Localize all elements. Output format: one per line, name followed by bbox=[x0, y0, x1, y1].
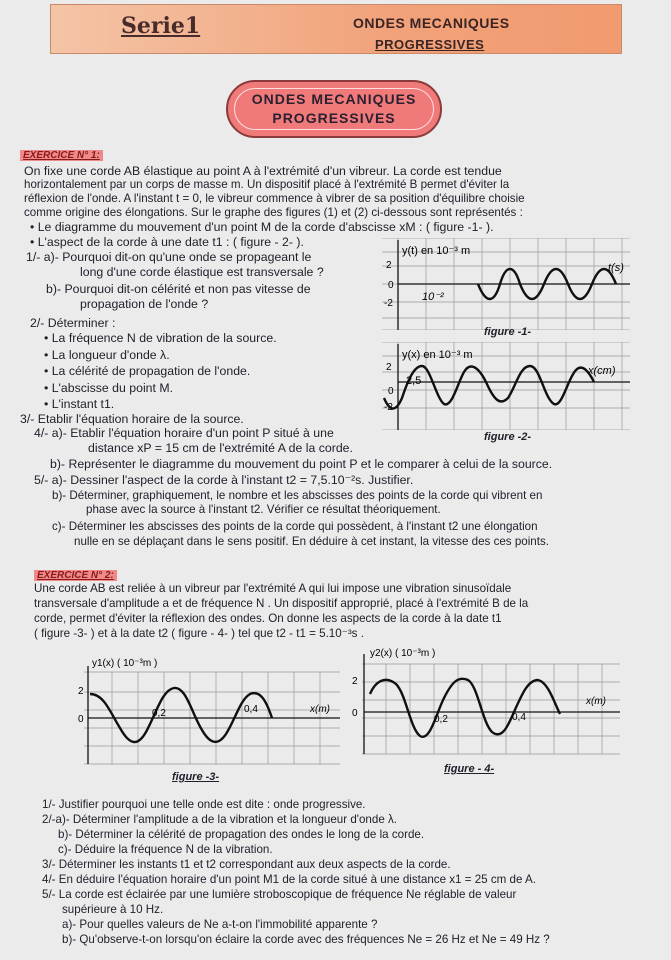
fig3-xlabel: x(m) bbox=[310, 704, 330, 715]
ex1-line: • La célérité de propagation de l'onde. bbox=[44, 364, 251, 378]
ex2-line: c)- Déduire la fréquence N de la vibration. bbox=[58, 843, 273, 856]
ex2-line: 2/-a)- Déterminer l'amplitude a de la vibration et la longueur d'onde λ. bbox=[42, 813, 398, 826]
ex2-line: ( figure -3- ) et à la date t2 ( figure - 4- ) tel que t2 - t1 = 5.10⁻³s . bbox=[34, 627, 364, 640]
fig2-curve bbox=[384, 366, 594, 409]
fig3-xtick1: 0,2 bbox=[152, 708, 166, 719]
ex1-line: b)- Représenter le diagramme du mouvement du point P et le comparer à celui de la source. bbox=[50, 457, 553, 471]
fig3-tick-pos: 2 bbox=[78, 686, 84, 697]
ex1-line: long d'une corde élastique est transversale ? bbox=[80, 265, 324, 279]
fig3-ylabel: y1(x) ( 10⁻³m ) bbox=[92, 658, 158, 669]
fig4-curve bbox=[370, 679, 560, 737]
fig1-tick-pos: 2 bbox=[386, 260, 392, 271]
ex2-line: b)- Qu'observe-t-on lorsqu'on éclaire la corde avec des fréquences Ne = 26 Hz et Ne = 49 Hz ? bbox=[62, 933, 550, 946]
ex1-line: • L'instant t1. bbox=[44, 397, 115, 411]
ex1-line: • L'abscisse du point M. bbox=[44, 381, 174, 395]
fig3-tick-zero: 0 bbox=[78, 714, 84, 725]
ex1-line: 3/- Etablir l'équation horaire de la source. bbox=[20, 412, 244, 426]
ex2-line: 4/- En déduire l'équation horaire d'un point M1 de la corde situé à une distance x1 = 25 cm de A. bbox=[42, 873, 536, 886]
exercise1-label: EXERCICE N° 1: bbox=[20, 150, 103, 161]
fig1-tick-zero: 0 bbox=[388, 280, 394, 291]
ex1-line: • La longueur d'onde λ. bbox=[44, 348, 170, 362]
ex1-line: • Le diagramme du mouvement d'un point M de la corde d'abscisse xM : ( figure -1- ). bbox=[30, 220, 494, 234]
ex2-line: Une corde AB est reliée à un vibreur par l'extrémité A qui lui impose une vibration sinusoïdale bbox=[34, 582, 512, 595]
fig4-xlabel: x(m) bbox=[586, 696, 606, 707]
fig2-ylabel: y(x) en 10⁻³ m bbox=[402, 349, 473, 361]
header-title-line2: PROGRESSIVES bbox=[375, 37, 485, 52]
ex2-line: 5/- La corde est éclairée par une lumière stroboscopique de fréquence Ne réglable de valeur bbox=[42, 888, 517, 901]
figure2-caption: figure -2- bbox=[484, 431, 532, 443]
ex1-line: c)- Déterminer les abscisses des points de la corde qui possèdent, à l'instant t2 une élongation bbox=[52, 520, 538, 533]
ex1-line: distance xP = 15 cm de l'extrémité A de la corde. bbox=[88, 441, 353, 455]
ex2-line: transversale d'amplitude a et de fréquence N . Un dispositif approprié, placé à l'extrémité B de la bbox=[34, 597, 529, 610]
figure1-caption: figure -1- bbox=[484, 326, 532, 338]
ex1-line: nulle en se déplaçant dans le sens positif. En déduire à cet instant, la vitesse des ces points. bbox=[74, 535, 549, 548]
figure4-graph bbox=[348, 644, 628, 760]
ex1-line: propagation de l'onde ? bbox=[80, 297, 209, 311]
ex2-line: supérieure à 10 Hz. bbox=[62, 903, 164, 916]
figure2-graph bbox=[382, 342, 630, 430]
ex1-line: réflexion de l'onde. A l'instant t = 0, le vibreur commence à vibrer de sa position d'équilibre choisie bbox=[24, 192, 525, 205]
fig2-tick-pos: 2 bbox=[386, 362, 392, 373]
ex2-line: a)- Pour quelles valeurs de Ne a-t-on l'immobilité apparente ? bbox=[62, 918, 378, 931]
fig2-tick-zero: 0 bbox=[388, 386, 394, 397]
ex2-line: b)- Déterminer la célérité de propagation des ondes le long de la corde. bbox=[58, 828, 425, 841]
ex1-line: • La fréquence N de vibration de la source. bbox=[44, 331, 277, 345]
ex1-line: horizontalement par un corps de masse m. Un dispositif placé à l'extrémité B permet d'éviter la bbox=[24, 178, 510, 191]
ex1-line: 4/- a)- Etablir l'équation horaire d'un point P situé à une bbox=[34, 426, 334, 440]
figure4-caption: figure - 4- bbox=[444, 763, 495, 775]
ex1-line: 2/- Déterminer : bbox=[30, 316, 116, 330]
fig1-xlabel: t(s) bbox=[608, 262, 624, 274]
header-title-line1: ONDES MECANIQUES bbox=[353, 15, 510, 31]
ex1-line: • L'aspect de la corde à une date t1 : ( figure - 2- ). bbox=[30, 235, 304, 249]
ex2-line: 3/- Déterminer les instants t1 et t2 correspondant aux deux aspects de la corde. bbox=[42, 858, 451, 871]
ex1-line: 5/- a)- Dessiner l'aspect de la corde à l'instant t2 = 7,5.10⁻²s. Justifier. bbox=[34, 473, 414, 487]
badge-line1: ONDES MECANIQUES bbox=[251, 91, 417, 107]
exercise2-label: EXERCICE N° 2: bbox=[34, 570, 117, 581]
ex1-line: b)- Déterminer, graphiquement, le nombre et les abscisses des points de la corde qui vibrent en bbox=[52, 489, 543, 502]
fig3-xtick2: 0,4 bbox=[244, 704, 258, 715]
ex1-line: comme origine des élongations. Sur le graphe des figures (1) et (2) ci-dessous sont représentés : bbox=[24, 206, 523, 219]
fig4-tick-pos: 2 bbox=[352, 676, 358, 687]
fig4-tick-zero: 0 bbox=[352, 708, 358, 719]
fig1-tick-neg: -2 bbox=[384, 298, 393, 309]
series-title: Serie1 bbox=[121, 13, 201, 39]
figure3-graph bbox=[60, 654, 340, 766]
ex1-line: On fixe une corde AB élastique au point A à l'extrémité d'un vibreur. La corde est tendue bbox=[24, 164, 502, 178]
fig1-xtick: 10⁻² bbox=[422, 291, 444, 303]
ex2-line: 1/- Justifier pourquoi une telle onde est dite : onde progressive. bbox=[42, 798, 366, 811]
fig2-xtick: 2,5 bbox=[406, 375, 422, 387]
ex1-line: phase avec la source à l'instant t2. Vérifier ce résultat théoriquement. bbox=[86, 503, 441, 516]
figure1-graph bbox=[382, 238, 630, 330]
ex2-line: corde, permet d'éviter la réflexion des ondes. On donne les aspects de la corde à la date t1 bbox=[34, 612, 502, 625]
fig2-tick-neg: -2 bbox=[384, 402, 393, 413]
fig1-ylabel: y(t) en 10⁻³ m bbox=[402, 245, 471, 257]
header-banner bbox=[50, 4, 622, 54]
fig4-xtick1: 0,2 bbox=[434, 714, 448, 725]
fig2-xlabel: x(cm) bbox=[588, 365, 616, 377]
ex1-line: 1/- a)- Pourquoi dit-on qu'une onde se propageant le bbox=[26, 250, 312, 264]
fig4-xtick2: 0,4 bbox=[512, 712, 526, 723]
ex1-line: b)- Pourquoi dit-on célérité et non pas vitesse de bbox=[46, 282, 311, 296]
badge-line2: PROGRESSIVES bbox=[272, 110, 396, 126]
fig4-ylabel: y2(x) ( 10⁻³m ) bbox=[370, 648, 436, 659]
title-badge bbox=[226, 80, 442, 138]
figure3-caption: figure -3- bbox=[172, 771, 220, 783]
